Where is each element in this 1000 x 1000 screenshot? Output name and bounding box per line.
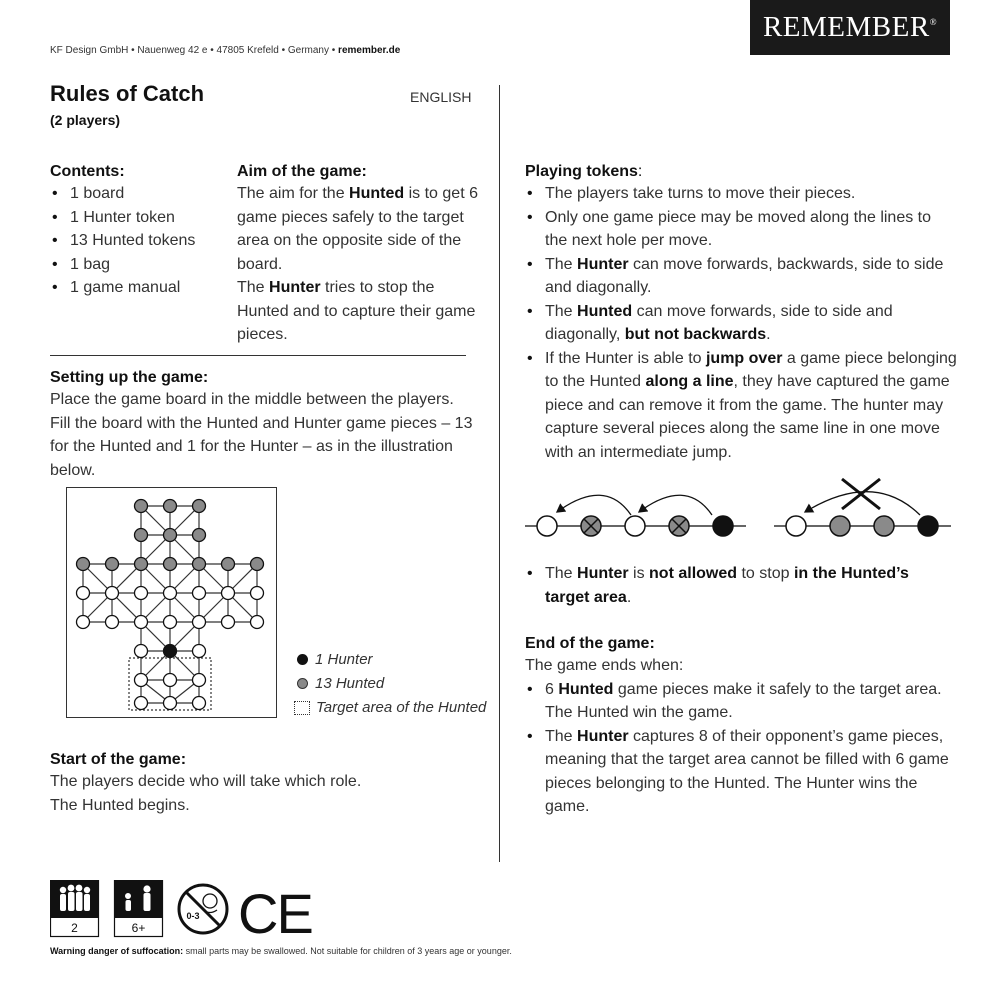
hunted-piece	[135, 558, 148, 571]
warning-text: Warning danger of suffocation: small parts may be swallowed. Not suitable for children of 3 years age or younger.	[50, 946, 512, 956]
aim-section	[237, 163, 482, 347]
playing-section-extra	[525, 562, 957, 609]
board-illustration	[66, 487, 278, 719]
hunted-piece	[251, 558, 264, 571]
playing-list	[525, 182, 957, 464]
start-heading: Start of the game:	[50, 751, 187, 768]
contents-list	[50, 182, 230, 300]
contents-section	[50, 163, 230, 300]
brand-logo	[750, 0, 950, 55]
column-divider	[499, 85, 500, 862]
address-text: KF Design GmbH • Nauenweg 42 e • 47805 Krefeld • Germany •	[50, 45, 339, 56]
empty-hole	[77, 616, 90, 629]
players-count: 2	[71, 921, 78, 935]
ce-mark-icon	[238, 882, 312, 942]
end-list	[525, 678, 957, 819]
hunted-piece	[164, 558, 177, 571]
aim-heading: Aim of the game:	[237, 163, 367, 180]
end-heading: End of the game:	[525, 635, 655, 652]
aim-paragraph-2: The Hunter tries to stop the Hunted and to capture their game pieces.	[237, 279, 476, 343]
page-subtitle: (2 players)	[50, 112, 121, 128]
empty-hole	[193, 697, 206, 710]
empty-hole	[106, 616, 119, 629]
hunted-piece	[625, 516, 645, 536]
hunted-piece	[77, 558, 90, 571]
section-divider	[50, 355, 466, 356]
contents-heading: Contents:	[50, 163, 125, 180]
end-section	[525, 635, 957, 819]
empty-hole	[164, 587, 177, 600]
empty-hole	[193, 645, 206, 658]
playing-list-2	[525, 562, 957, 609]
list-item: • 6 Hunted game pieces make it safely to the target area. The Hunted win the game.	[525, 678, 957, 725]
empty-hole	[164, 697, 177, 710]
hunted-piece	[164, 500, 177, 513]
end-intro: The game ends when:	[525, 657, 684, 674]
legend-hunter: 1 Hunter	[297, 651, 486, 668]
hunted-piece	[830, 516, 850, 536]
target-area-icon	[294, 701, 310, 715]
brand-name: REMEMBER	[762, 11, 930, 43]
hunted-piece	[193, 558, 206, 571]
age-label: 6+	[131, 921, 146, 935]
playing-heading: Playing tokens:	[525, 163, 643, 180]
list-item: • If the Hunter is able to jump over a game piece belonging to the Hunted along a line, they have captured the game piece and can remove it from the game. The hunter may capture several pieces along the same line in one move with an intermediate jump.	[525, 347, 957, 465]
empty-hole	[251, 587, 264, 600]
list-item: • 13 Hunted tokens	[50, 229, 230, 253]
empty-hole	[222, 587, 235, 600]
hunted-piece	[106, 558, 119, 571]
list-item: • Only one game piece may be moved along the lines to the next hole per move.	[525, 206, 957, 253]
page-title: Rules of Catch	[50, 81, 205, 106]
hunted-piece-icon	[297, 678, 308, 689]
age-warning-label: 0-3	[186, 911, 200, 921]
hunter-piece	[918, 516, 938, 536]
legend	[297, 651, 486, 716]
empty-hole	[106, 587, 119, 600]
legend-hunted: 13 Hunted	[297, 675, 486, 692]
empty-hole	[135, 616, 148, 629]
start-section	[50, 751, 475, 817]
empty-hole	[193, 616, 206, 629]
start-paragraph-1: The players decide who will take which role.	[50, 773, 362, 790]
brand-mark: ®	[929, 16, 938, 27]
list-item: • The Hunter can move forwards, backwards, side to side and diagonally.	[525, 253, 957, 300]
list-item: • The players take turns to move their pieces.	[525, 182, 957, 206]
hunter-piece	[164, 645, 177, 658]
language-label: ENGLISH	[410, 89, 472, 105]
age-icon	[115, 881, 163, 937]
ce-mark-text: CE	[238, 882, 312, 942]
list-item: • The Hunter captures 8 of their opponent’s game pieces, meaning that the target area cannot be filled with 6 game pieces belonging to the Hunted. The Hunter wins the game.	[525, 725, 957, 819]
empty-hole	[135, 674, 148, 687]
empty-hole	[222, 616, 235, 629]
hunted-piece	[193, 500, 206, 513]
hunted-piece	[135, 529, 148, 542]
setup-heading: Setting up the game:	[50, 369, 209, 386]
hunted-piece	[874, 516, 894, 536]
hunter-piece-icon	[297, 654, 308, 665]
hunted-piece	[537, 516, 557, 536]
empty-hole	[135, 587, 148, 600]
players-icon	[51, 881, 99, 937]
list-item: • 1 bag	[50, 253, 230, 277]
hunted-piece	[164, 529, 177, 542]
aim-paragraph-1: The aim for the Hunted is to get 6 game pieces safely to the target area on the opposite side of the board.	[237, 185, 478, 273]
list-item: • 1 board	[50, 182, 230, 206]
header-address	[50, 45, 400, 56]
empty-hole	[164, 674, 177, 687]
empty-hole	[193, 587, 206, 600]
invalid-jump-diagram	[774, 479, 951, 536]
website-text: remember.de	[338, 45, 401, 56]
footer-icons	[50, 880, 320, 942]
setup-paragraph-2: Fill the board with the Hunted and Hunter game pieces – 13 for the Hunted and 1 for the Hunter – as in the illustration below.	[50, 414, 473, 479]
list-item: • 1 Hunter token	[50, 206, 230, 230]
hunted-piece	[222, 558, 235, 571]
jump-diagrams	[522, 470, 954, 550]
empty-hole	[251, 616, 264, 629]
setup-paragraph-1: Place the game board in the middle between the players.	[50, 391, 454, 408]
age-warning-icon	[179, 885, 227, 933]
hunted-piece	[135, 500, 148, 513]
legend-target: Target area of the Hunted	[294, 699, 486, 716]
setup-section	[50, 369, 475, 482]
start-paragraph-2: The Hunted begins.	[50, 796, 190, 814]
empty-hole	[164, 616, 177, 629]
empty-hole	[135, 645, 148, 658]
playing-section	[525, 163, 957, 464]
list-item: • 1 game manual	[50, 276, 230, 300]
list-item: • The Hunted can move forwards, side to side and diagonally, but not backwards.	[525, 300, 957, 347]
empty-hole	[135, 697, 148, 710]
hunted-piece	[786, 516, 806, 536]
hunted-piece	[193, 529, 206, 542]
empty-hole	[77, 587, 90, 600]
double-jump-diagram	[525, 495, 746, 536]
empty-hole	[193, 674, 206, 687]
list-item: • The Hunter is not allowed to stop in the Hunted’s target area.	[525, 562, 957, 609]
hunter-piece	[713, 516, 733, 536]
